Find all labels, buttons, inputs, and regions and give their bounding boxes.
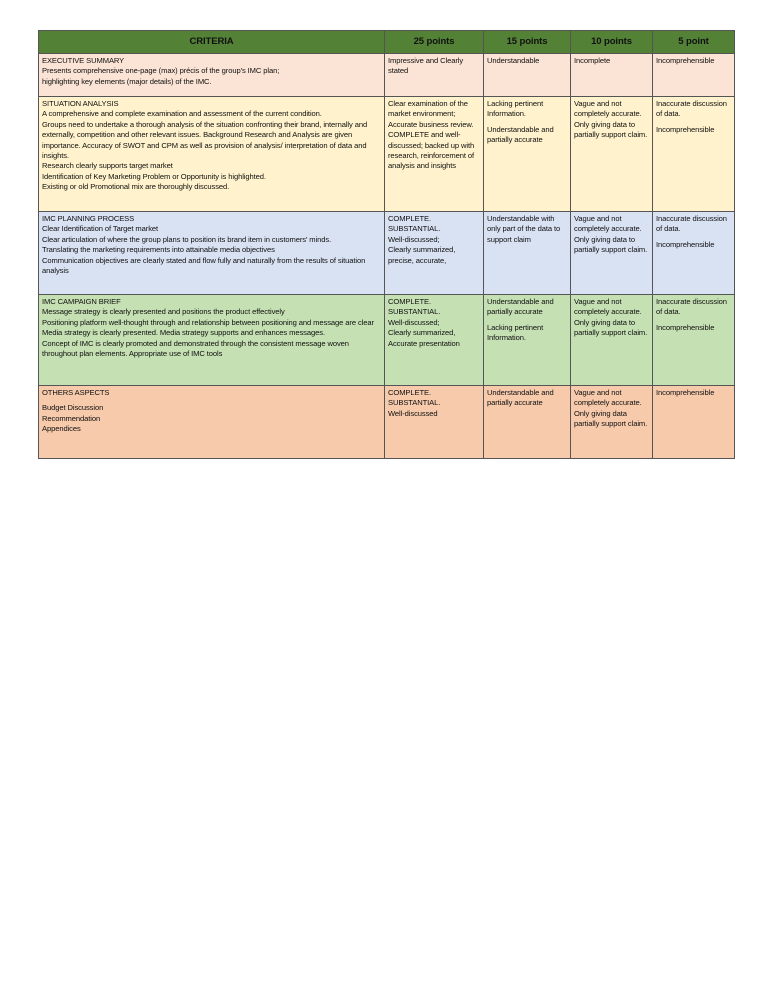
score-text: Inaccurate discussion of data. <box>656 214 727 234</box>
criteria-line: Groups need to undertake a thorough analysis of the situation confronting their brand, internally and externally, competition and other relevant issues. Background Research and Analysis are given importance. Accuracy of SWOT and CPM as well as provision of analysis/ interpretation of data and insights. <box>42 119 368 161</box>
row-imc-planning-process <box>39 212 735 295</box>
criteria-line: Media strategy is clearly presented. Media strategy supports and enhances messages. <box>42 328 325 338</box>
header-15-points: 15 points <box>484 31 571 54</box>
row-others-aspects <box>39 386 735 459</box>
row-executive-summary <box>39 54 735 97</box>
score-text: Well-discussed <box>388 408 438 418</box>
criteria-cell <box>39 54 385 97</box>
score-text: Understandable with only part of the data to support claim <box>487 214 561 244</box>
score-text: Incomprehensible <box>656 239 715 249</box>
criteria-line: Existing or old Promotional mix are thoroughly discussed. <box>42 182 230 192</box>
criteria-cell <box>39 386 385 459</box>
score-text: COMPLETE and well-discussed; backed up with research, reinforcement of analysis and insights <box>388 130 475 171</box>
criteria-title: OTHERS ASPECTS <box>42 388 110 397</box>
score-text: SUBSTANTIAL. <box>388 224 441 234</box>
criteria-line: Communication objectives are clearly stated and flow fully and naturally from the results of situation analysis <box>42 255 366 276</box>
row-situation-analysis <box>39 97 735 212</box>
header-5-point: 5 point <box>653 31 735 54</box>
header-criteria: CRITERIA <box>39 31 385 54</box>
score-text: Impressive and Clearly stated <box>388 56 464 76</box>
score-text: Understandable and partially accurate <box>487 124 554 145</box>
score-text: Vague and not completely accurate. Only giving data to partially support claim. <box>574 214 648 255</box>
header-25-points: 25 points <box>385 31 484 54</box>
criteria-line: Budget Discussion <box>42 403 104 413</box>
grading-rubric-table <box>38 30 735 459</box>
score-text: Incomprehensible <box>656 322 715 332</box>
score-15-cell <box>484 212 571 295</box>
score-25-cell <box>385 295 484 386</box>
criteria-line: Clear articulation of where the group plans to position its brand item in customers' minds. <box>42 234 332 244</box>
score-15-cell <box>484 295 571 386</box>
criteria-line: Recommendation <box>42 413 101 423</box>
score-text: Incomprehensible <box>656 56 715 65</box>
score-text: Understandable <box>487 56 540 65</box>
score-5-cell <box>653 386 735 459</box>
score-text: Lacking pertinent Information. <box>487 99 544 119</box>
header-row <box>39 31 735 54</box>
score-text: Clearly summarized, precise, accurate, <box>388 245 456 265</box>
score-10-cell <box>571 295 653 386</box>
score-text: Inaccurate discussion of data. <box>656 99 727 119</box>
score-text: Vague and not completely accurate. Only giving data to partially support claim. <box>574 297 648 338</box>
criteria-line: Translating the marketing requirements into attainable media objectives <box>42 245 275 255</box>
score-text: SUBSTANTIAL. <box>388 307 441 317</box>
score-text: COMPLETE. <box>388 388 431 397</box>
criteria-line: Message strategy is clearly presented and positions the product effectively <box>42 307 285 317</box>
header-10-points: 10 points <box>571 31 653 54</box>
score-5-cell <box>653 212 735 295</box>
criteria-cell <box>39 97 385 212</box>
criteria-cell <box>39 212 385 295</box>
score-25-cell <box>385 97 484 212</box>
criteria-line: Presents comprehensive one-page (max) précis of the group's IMC plan; <box>42 66 280 76</box>
score-text: COMPLETE. <box>388 214 431 223</box>
criteria-line: highlighting key elements (major details) of the IMC. <box>42 76 212 86</box>
criteria-line: Identification of Key Marketing Problem or Opportunity is highlighted. <box>42 171 266 181</box>
score-text: Vague and not completely accurate. Only giving data to partially support claim. <box>574 99 648 140</box>
score-text: Clearly summarized, <box>388 328 456 338</box>
criteria-line: Clear Identification of Target market <box>42 224 159 234</box>
criteria-cell <box>39 295 385 386</box>
score-10-cell <box>571 54 653 97</box>
score-15-cell <box>484 97 571 212</box>
score-10-cell <box>571 386 653 459</box>
score-5-cell <box>653 295 735 386</box>
score-10-cell <box>571 97 653 212</box>
score-15-cell <box>484 54 571 97</box>
row-imc-campaign-brief <box>39 295 735 386</box>
score-text: Inaccurate discussion of data. <box>656 297 727 317</box>
score-25-cell <box>385 386 484 459</box>
criteria-line: A comprehensive and complete examination and assessment of the current condition. <box>42 109 322 119</box>
score-text: Clear examination of the market environment; Accurate business review. <box>388 99 474 129</box>
score-text: Understandable and partially accurate <box>487 297 554 317</box>
score-5-cell <box>653 54 735 97</box>
criteria-title: IMC PLANNING PROCESS <box>42 214 135 223</box>
score-10-cell <box>571 212 653 295</box>
criteria-title: EXECUTIVE SUMMARY <box>42 56 125 65</box>
score-text: Lacking pertinent Information. <box>487 322 544 343</box>
criteria-title: SITUATION ANALYSIS <box>42 99 119 108</box>
score-text: Incomprehensible <box>656 388 715 397</box>
score-text: Well-discussed; <box>388 234 440 244</box>
score-text: Incomprehensible <box>656 124 715 134</box>
score-25-cell <box>385 212 484 295</box>
criteria-title: IMC CAMPAIGN BRIEF <box>42 297 121 306</box>
criteria-line: Appendices <box>42 424 81 434</box>
score-5-cell <box>653 97 735 212</box>
score-25-cell <box>385 54 484 97</box>
score-text: Accurate presentation <box>388 338 460 348</box>
criteria-line: Research clearly supports target market <box>42 161 173 171</box>
score-15-cell <box>484 386 571 459</box>
criteria-line: Concept of IMC is clearly promoted and demonstrated through the consistent message woven throughout plan elements. Appropriate use of IMC tools <box>42 338 349 359</box>
criteria-line: Positioning platform well-thought through and relationship between positioning and message are clear <box>42 317 374 327</box>
score-text: Well-discussed; <box>388 317 440 327</box>
score-text: Vague and not completely accurate. Only giving data partially support claim. <box>574 388 648 429</box>
score-text: Understandable and partially accurate <box>487 388 554 408</box>
score-text: COMPLETE. <box>388 297 431 306</box>
score-text: Incomplete <box>574 56 611 65</box>
score-text: SUBSTANTIAL. <box>388 398 441 408</box>
